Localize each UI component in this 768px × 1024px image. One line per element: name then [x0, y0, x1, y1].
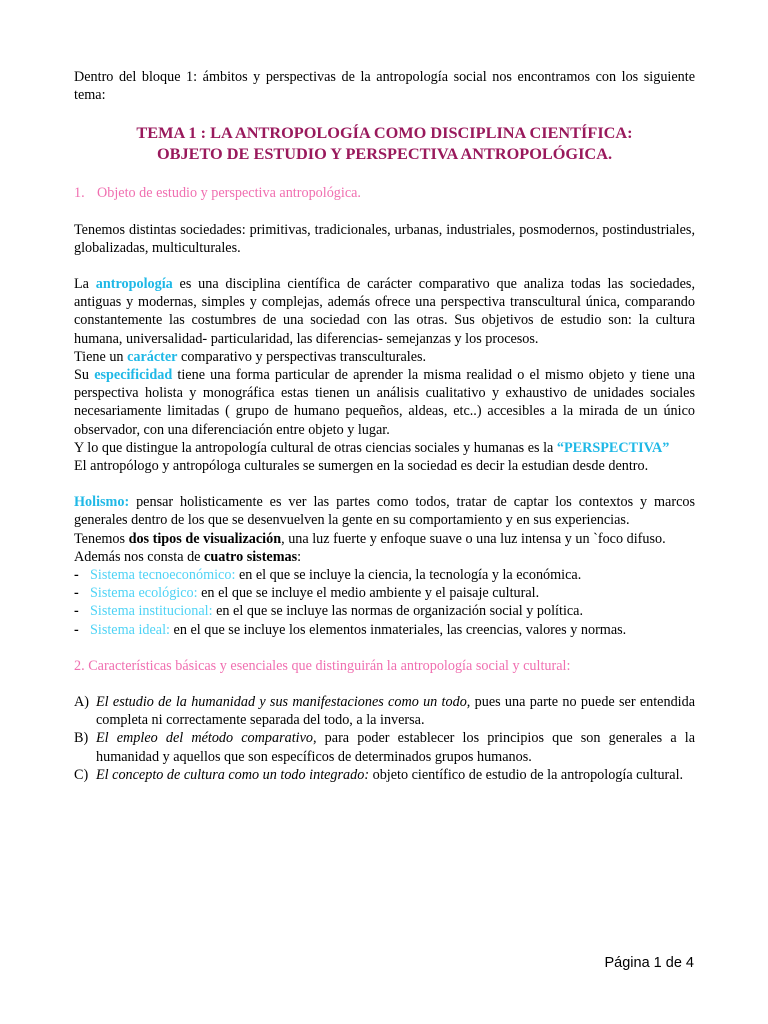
- caracter-paragraph: [74, 348, 695, 366]
- item-text: , para poder establecer los principios que son generales a la humanidad y aquellos que son específicos de determinados grupos humanos.: [96, 730, 695, 765]
- text-run: :: [297, 548, 302, 565]
- keyword-antropologia: antropología: [95, 276, 173, 293]
- sociedades-paragraph: Tenemos distintas sociedades: primitivas, tradicionales, urbanas, industriales, posmodernos, postindustriales, globalizadas, multiculturales.: [74, 221, 695, 256]
- keyword-caracter: carácter: [127, 348, 178, 365]
- especificidad-paragraph: [74, 366, 695, 439]
- text-run: comparativo y perspectivas transculturales.: [177, 348, 427, 365]
- list-item: [74, 693, 695, 729]
- text-run: Y lo que distingue la antropología cultural de otras ciencias sociales y humanas es la: [74, 439, 557, 456]
- sistemas-intro: [74, 548, 695, 566]
- text-run: Tiene un: [74, 348, 128, 365]
- title-line-2: OBJETO DE ESTUDIO Y PERSPECTIVA ANTROPOLÓGICA.: [156, 143, 613, 163]
- list-item: [74, 621, 695, 639]
- section-2-heading: 2. Características básicas y esenciales que distinguirán la antropología social y cultural:: [74, 657, 571, 674]
- system-label: Sistema tecnoeconómico:: [90, 567, 236, 584]
- system-text: en el que se incluye la ciencia, la tecnología y la económica.: [235, 567, 582, 584]
- list-item: [74, 729, 695, 765]
- keyword-holismo: Holismo:: [74, 494, 130, 511]
- list-item: [74, 584, 695, 602]
- text-run: tiene una forma particular de aprender la misma realidad o el mismo objeto y tiene una perspectiva holista y monográfica estas tienen un análisis cualitativo y exhaustivo de unidades sociales necesariamente limitadas ( grupo de humano pequeños, aldeas, etc..) accesibles a la mirada de un único observador, con una diferenciación entre objeto y lugar.: [74, 367, 695, 438]
- item-text: , pues una parte no puede ser entendida completa ni correctamente separada del todo, a la inversa.: [96, 694, 695, 729]
- keyword-especificidad: especificidad: [94, 367, 173, 384]
- bold-tipos: dos tipos de visualización: [128, 530, 282, 547]
- keyword-perspectiva: “PERSPECTIVA”: [556, 439, 670, 456]
- system-label: Sistema ideal:: [90, 621, 170, 638]
- section-1-number: 1.: [74, 185, 85, 202]
- item-text: objeto científico de estudio de la antropología cultural.: [369, 766, 684, 783]
- list-item: [74, 766, 695, 784]
- text-run: es una disciplina científica de carácter comparativo que analiza todas las sociedades, antiguas y modernas, simples y complejas, además ofrece una perspectiva transcultural única, comparando constantemente las costumbres de una sociedad con las otras. Sus objetivos de estudio son: la cultura humana, universalidad- particularidad, las diferencias- semejanzas y los procesos.: [74, 276, 696, 347]
- text-run: pensar holisticamente es ver las partes como todos, tratar de captar los contextos y marcos generales dentro de los que se desenvuelven la gente en su comportamiento y en sus experiencias.: [74, 494, 695, 529]
- page-title: [74, 123, 695, 164]
- title-line-1: TEMA 1 : LA ANTROPOLOGÍA COMO DISCIPLINA CIENTÍFICA:: [136, 123, 633, 143]
- section-1-heading: [74, 184, 695, 202]
- sistemas-list: [74, 566, 695, 639]
- item-label: A): [74, 694, 89, 711]
- holismo-paragraph: [74, 493, 695, 529]
- dash-bullet: -: [74, 621, 79, 638]
- text-run: Su: [74, 367, 95, 384]
- distingue-paragraph: [74, 439, 695, 457]
- item-emphasis: El estudio de la humanidad y sus manifestaciones como un todo: [96, 694, 467, 711]
- system-text: en el que se incluye los elementos inmateriales, las creencias, valores y normas.: [170, 621, 627, 638]
- system-label: Sistema institucional:: [90, 603, 213, 620]
- text-run: La: [74, 276, 96, 293]
- document-page: [74, 68, 695, 784]
- system-text: en el que se incluye el medio ambiente y el paisaje cultural.: [197, 585, 540, 602]
- dash-bullet: -: [74, 567, 79, 584]
- system-label: Sistema ecológico:: [90, 585, 198, 602]
- item-label: B): [74, 730, 89, 747]
- page-number-footer: Página 1 de 4: [604, 955, 694, 971]
- system-text: en el que se incluye las normas de organización social y política.: [212, 603, 584, 620]
- antropologia-paragraph: [74, 275, 695, 348]
- sumergen-paragraph: El antropólogo y antropóloga culturales se sumergen en la sociedad es decir la estudian desde dentro.: [74, 458, 649, 475]
- dash-bullet: -: [74, 585, 79, 602]
- list-item: [74, 602, 695, 620]
- intro-paragraph: Dentro del bloque 1: ámbitos y perspectivas de la antropología social nos encontramos con los siguiente tema:: [74, 69, 695, 104]
- item-label: C): [74, 766, 89, 783]
- item-emphasis: El empleo del método comparativo: [96, 730, 313, 747]
- dash-bullet: -: [74, 603, 79, 620]
- caracteristicas-list: [74, 693, 695, 784]
- item-emphasis: El concepto de cultura como un todo integrado:: [96, 766, 370, 783]
- section-1-text: Objeto de estudio y perspectiva antropológica.: [97, 185, 361, 202]
- bold-sistemas: cuatro sistemas: [204, 548, 298, 565]
- text-run: Además nos consta de: [74, 548, 205, 565]
- tipos-paragraph: [74, 530, 695, 548]
- text-run: Tenemos: [74, 530, 129, 547]
- list-item: [74, 566, 695, 584]
- text-run: , una luz fuerte y enfoque suave o una luz intensa y un `foco difuso.: [281, 530, 666, 547]
